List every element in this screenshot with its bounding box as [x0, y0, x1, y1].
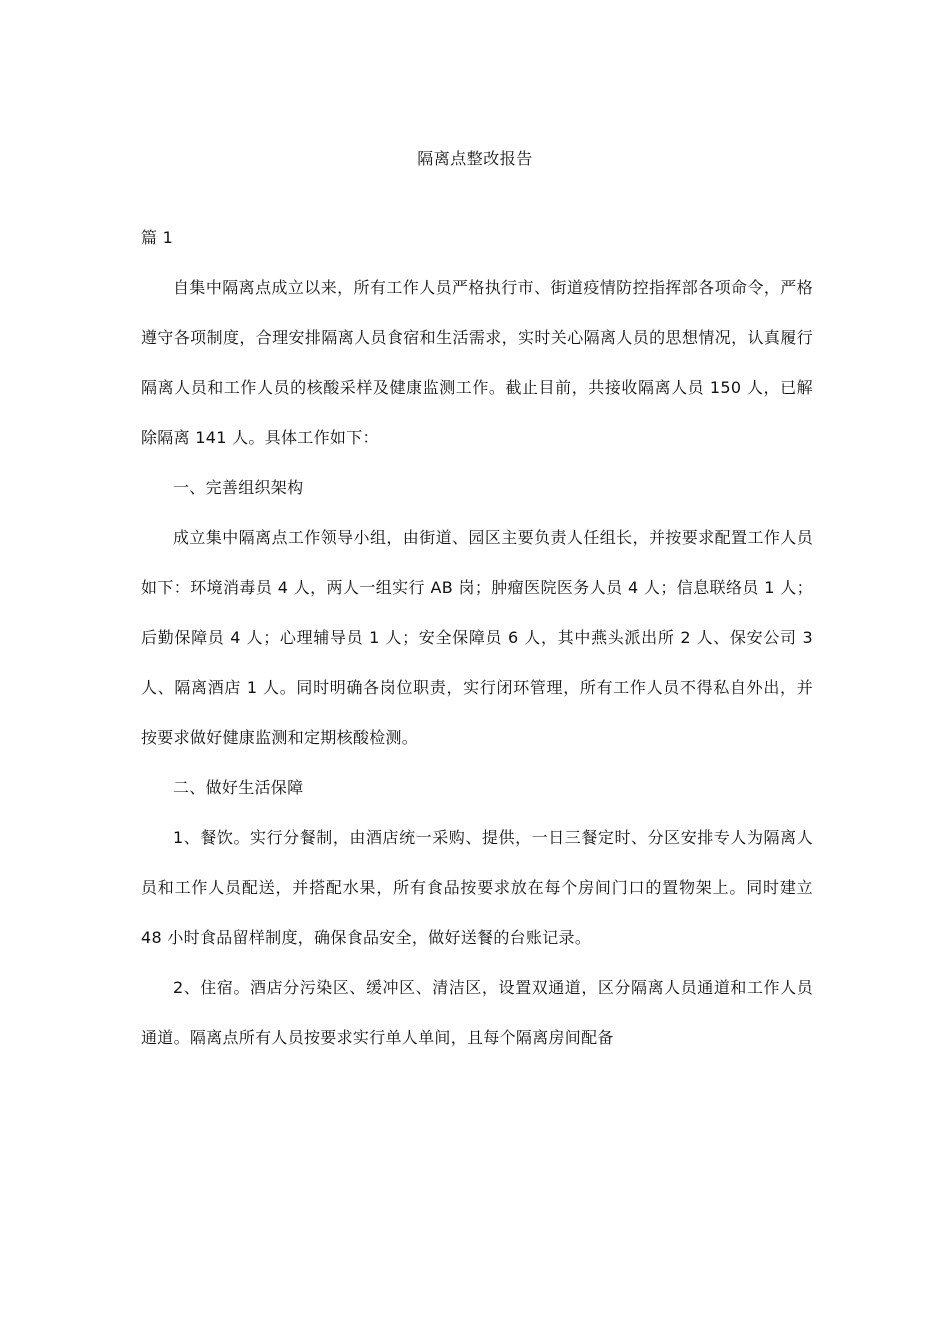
section-label: 篇 1: [141, 228, 174, 247]
paragraph-organization: 成立集中隔离点工作领导小组，由街道、园区主要负责人任组长，并按要求配置工作人员如下：环境消毒员 4 人，两人一组实行 AB 岗；肿瘤医院医务人员 4 人；信息联络员 1 人；后勤保障员 4 人；心理辅导员 1 人；安全保障员 6 人，其中燕头派出所 2 人、保安公司 3 人、隔离酒店 1 人。同时明确各岗位职责，实行闭环管理，所有工作人员不得私自外出，并按要求做好健康监测和定期核酸检测。: [141, 528, 813, 747]
paragraph-intro: 自集中隔离点成立以来，所有工作人员严格执行市、街道疫情防控指挥部各项命令，严格遵守各项制度，合理安排隔离人员食宿和生活需求，实时关心隔离人员的思想情况，认真履行隔离人员和工作人员的核酸采样及健康监测工作。截止目前，共接收隔离人员 150 人，已解除隔离 141 人。具体工作如下：: [141, 278, 813, 447]
document-title: 隔离点整改报告: [417, 149, 533, 168]
heading-organization: 一、完善组织架构: [173, 478, 304, 497]
paragraph-catering: 1、餐饮。实行分餐制，由酒店统一采购、提供，一日三餐定时、分区安排专人为隔离人员和工作人员配送，并搭配水果，所有食品按要求放在每个房间门口的置物架上。同时建立 48 小时食品留样制度，确保食品安全，做好送餐的台账记录。: [141, 828, 813, 947]
paragraph-accommodation: 2、住宿。酒店分污染区、缓冲区、清洁区，设置双通道，区分隔离人员通道和工作人员通道。隔离点所有人员按要求实行单人单间，且每个隔离房间配备: [141, 978, 813, 1047]
document-body: [141, 213, 813, 1063]
heading-living-support: 二、做好生活保障: [173, 778, 304, 797]
